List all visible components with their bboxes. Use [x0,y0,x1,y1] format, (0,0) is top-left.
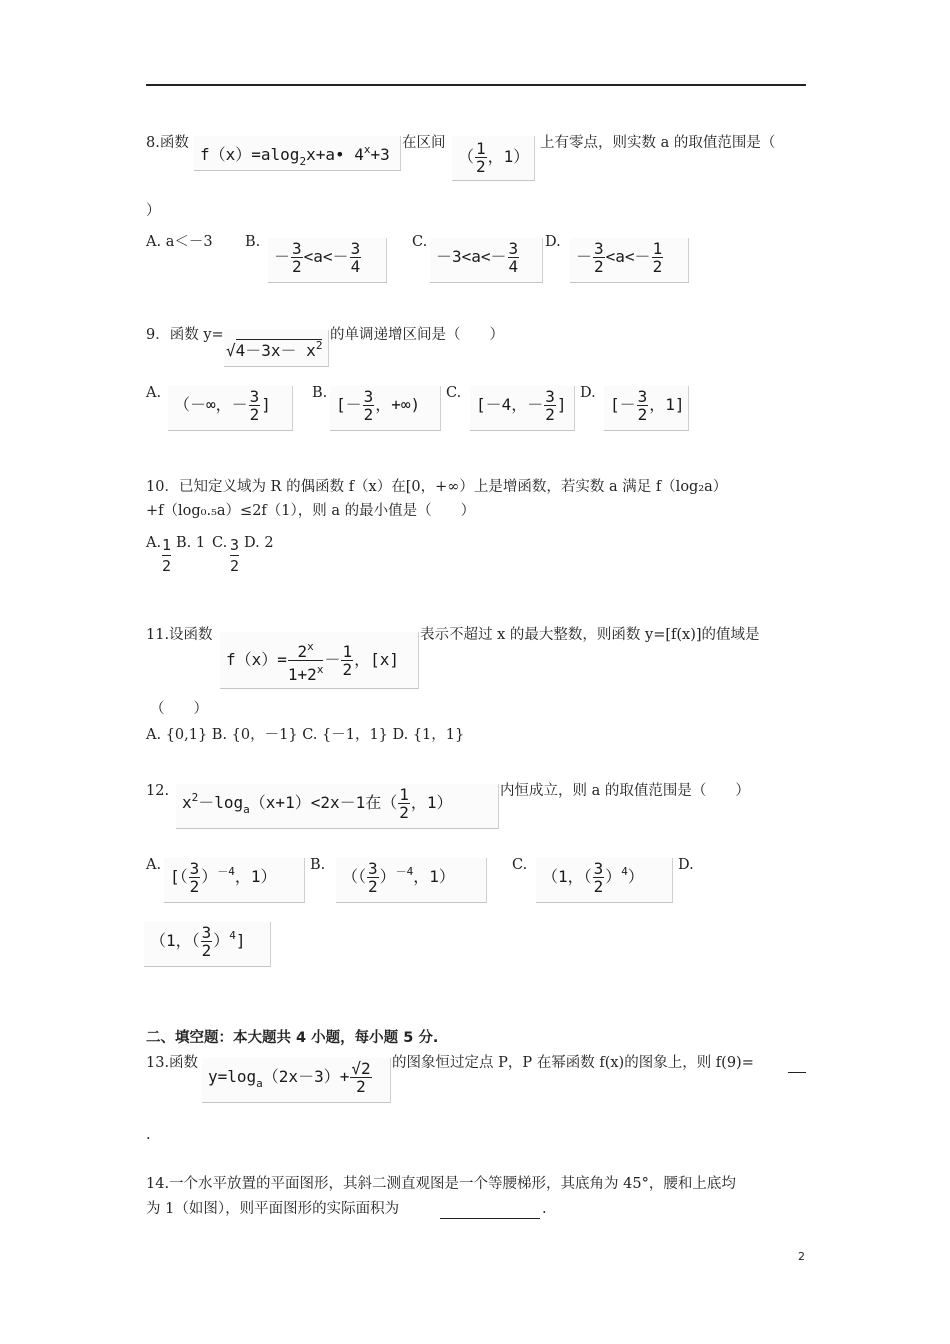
q9-option-a-label: A. [146,385,162,401]
q12-suffix: 内恒成立，则 a 的取值范围是（ ） [500,783,750,799]
q9-suffix: 的单调递增区间是（ ） [330,327,504,343]
q11-paren: （ ） [150,701,208,717]
q10-option-b: B. 1 [176,535,206,551]
q8-option-b-formula: － $\frac{3}{2}$ <a<－ $\frac{3}{4}$ [268,238,387,283]
q12-option-b-formula: （（ $\frac{3}{2}$ ）$^{-4}$，1） [336,858,487,903]
section-2-heading: 二、填空题：本大题共 4 小题，每小题 5 分. [146,1030,439,1046]
q8-prefix: 8.函数 [146,135,189,151]
q12-option-c-formula: （1，（ $\frac{3}{2}$ ）$^4$） [536,858,673,903]
q11-prefix: 11.设函数 [146,627,213,643]
q9-option-b-label: B. [312,385,328,401]
q9-option-d-formula: [－ $\frac{3}{2}$ ，1] [604,386,689,431]
q12-prefix: 12. [146,783,170,799]
q12-option-d-formula: （1，（ $\frac{3}{2}$ ）$^4$] [144,922,271,967]
q12-option-a-label: A. [146,857,162,873]
q14-line1: 14.一个水平放置的平面图形，其斜二测直观图是一个等腰梯形，其底角为 45°，腰和上底均 [146,1176,736,1192]
q8-option-d-label: D. [545,234,561,250]
q11-suffix: 表示不超过 x 的最大整数，则函数 y=[f(x)]的值域是 [420,627,760,643]
q10-option-a-fraction: 1 2 [162,536,172,575]
q14-line2: 为 1（如图），则平面图形的实际面积为 [146,1201,400,1217]
q8-interval-image: （ $\frac{1}{2}$ ，1） [452,136,535,181]
q12-formula-image: $x^2-\log_a(x+1)<2x-1$在（ $\frac{1}{2}$ ，1） [176,784,499,829]
q9-option-b-formula: [－ $\frac{3}{2}$ ，+∞) [330,386,441,431]
q11-options: A. {0,1} B. {0，－1} C. {－1，1} D. {1，1} [146,727,465,743]
page-number: 2 [798,1250,805,1263]
q9-option-c-label: C. [446,385,462,401]
q13-formula-image: $y=\log_a(2x-3)+$ $\frac{√2}{2}$ [202,1058,391,1103]
q8-option-c-formula: －3<a<－ $\frac{3}{4}$ [430,238,543,283]
q12-option-c-label: C. [512,857,528,873]
q9-option-a-formula: （－∞，－ $\frac{3}{2}$ ] [168,386,293,431]
q9-option-d-label: D. [580,385,596,401]
q9-prefix: 9．函数 y= [146,327,224,343]
q14-answer-blank[interactable] [440,1200,540,1219]
q14-end: . [542,1201,547,1217]
q13-suffix: 的图象恒过定点 P，P 在幂函数 f(x)的图象上，则 f(9)= [392,1055,754,1071]
q8-suffix: 上有零点，则实数 a 的取值范围是（ [540,135,776,151]
q9-radical-image: $√4-3x- x^2$ [224,330,329,367]
q8-mid: 在区间 [402,135,446,151]
q11-formula-image: f（x）= $\frac{2^x}{1+2^x}$ － $\frac{1}{2}$ ，[x] [220,632,419,689]
q12-option-d-label: D. [678,857,694,873]
q13-answer-blank[interactable] [788,1054,806,1073]
q10-option-c: C. [212,535,228,551]
q10-option-d: D. 2 [244,535,274,551]
q8-option-c-label: C. [412,234,428,250]
q9-option-c-formula: [－4，－ $\frac{3}{2}$ ] [470,386,575,431]
q10-line1: 10．已知定义域为 R 的偶函数 f（x）在[0，+∞）上是增函数，若实数 a 满足 f（log₂a） [146,479,728,495]
q8-close: ） [146,203,161,219]
header-rule [146,84,806,86]
q13-prefix: 13.函数 [146,1055,199,1071]
q13-end: . [146,1127,151,1143]
q10-line2: +f（log₀.₅a）≤2f（1），则 a 的最小值是（ ） [146,503,476,519]
q8-formula-image: f（x）=alog$_2$x+a• $4^x+3$ [194,136,401,171]
q10-option-a: A. [146,535,162,551]
q12-option-b-label: B. [310,857,326,873]
q8-option-d-formula: － $\frac{3}{2}$ <a<－ $\frac{1}{2}$ [570,238,689,283]
q8-option-b-label: B. [245,234,261,250]
q12-option-a-formula: [（ $\frac{3}{2}$ ）$^{-4}$，1） [164,858,305,903]
q10-option-c-fraction: 3 2 [230,536,240,575]
q8-option-a: A. a＜－3 [146,234,213,250]
